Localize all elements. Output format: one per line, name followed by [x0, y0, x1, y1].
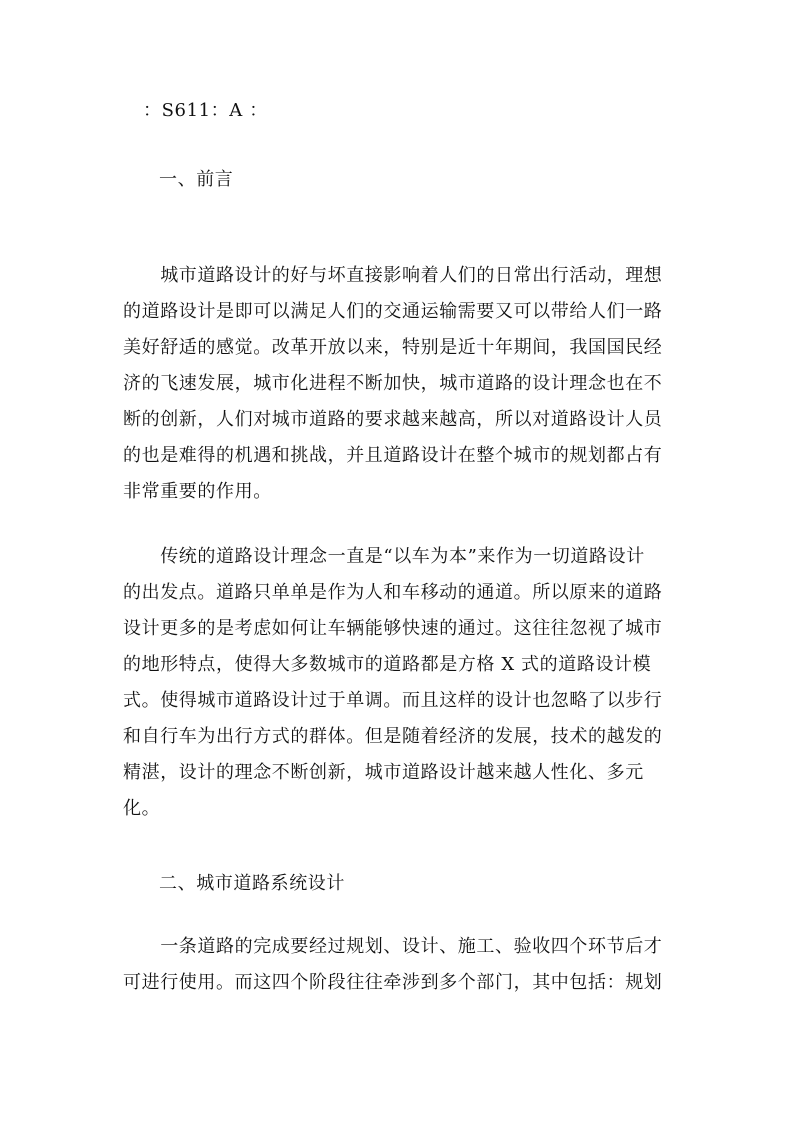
paragraph-line: 济的飞速发展，城市化进程不断加快，城市道路的设计理念也在不 [123, 373, 663, 394]
paragraph-line: 设计更多的是考虑如何让车辆能够快速的通过。这往往忽视了城市 [123, 618, 663, 639]
heading-text: 一、前言 [159, 169, 234, 190]
paragraph-line: 的地形特点，使得大多数城市的道路都是方格 X 式的道路设计模 [123, 654, 652, 675]
paragraph-preface-2 [123, 539, 683, 827]
paragraph-preface-1 [123, 258, 683, 510]
paragraph-line: 断的创新，人们对城市道路的要求越来越高，所以对道路设计人员 [123, 409, 663, 430]
paragraph-line: 和自行车为出行方式的群体。但是随着经济的发展，技术的越发的 [123, 726, 663, 747]
heading-text: 二、城市道路系统设计 [159, 873, 345, 894]
paragraph-line: 可进行使用。而这四个阶段往往牵涉到多个部门，其中包括：规划 [123, 972, 663, 993]
paragraph-line: 的出发点。道路只单单是作为人和车移动的通道。所以原来的道路 [123, 582, 663, 603]
paragraph-line: 美好舒适的感觉。改革开放以来，特别是近十年期间，我国国民经 [123, 337, 663, 358]
paragraph-line: 一条道路的完成要经过规划、设计、施工、验收四个环节后才 [123, 936, 663, 957]
classification-line [123, 93, 683, 129]
section-heading-road-system [123, 866, 683, 902]
paragraph-line: 传统的道路设计理念一直是“以车为本”来作为一切道路设计 [123, 546, 645, 567]
classification-text: ：S611：A ： [143, 100, 268, 121]
paragraph-line: 式。使得城市道路设计过于单调。而且这样的设计也忽略了以步行 [123, 690, 663, 711]
paragraph-line: 精湛，设计的理念不断创新，城市道路设计越来越人性化、多元 [123, 762, 644, 783]
paragraph-road-system-1 [123, 929, 683, 1001]
section-heading-preface [123, 162, 683, 198]
paragraph-line: 化。 [123, 798, 161, 819]
paragraph-line: 的也是难得的机遇和挑战，并且道路设计在整个城市的规划都占有 [123, 445, 663, 466]
paragraph-line: 的道路设计是即可以满足人们的交通运输需要又可以带给人们一路 [123, 301, 663, 322]
paragraph-line: 城市道路设计的好与坏直接影响着人们的日常出行活动，理想 [123, 265, 663, 286]
paragraph-line: 非常重要的作用。 [123, 481, 272, 502]
